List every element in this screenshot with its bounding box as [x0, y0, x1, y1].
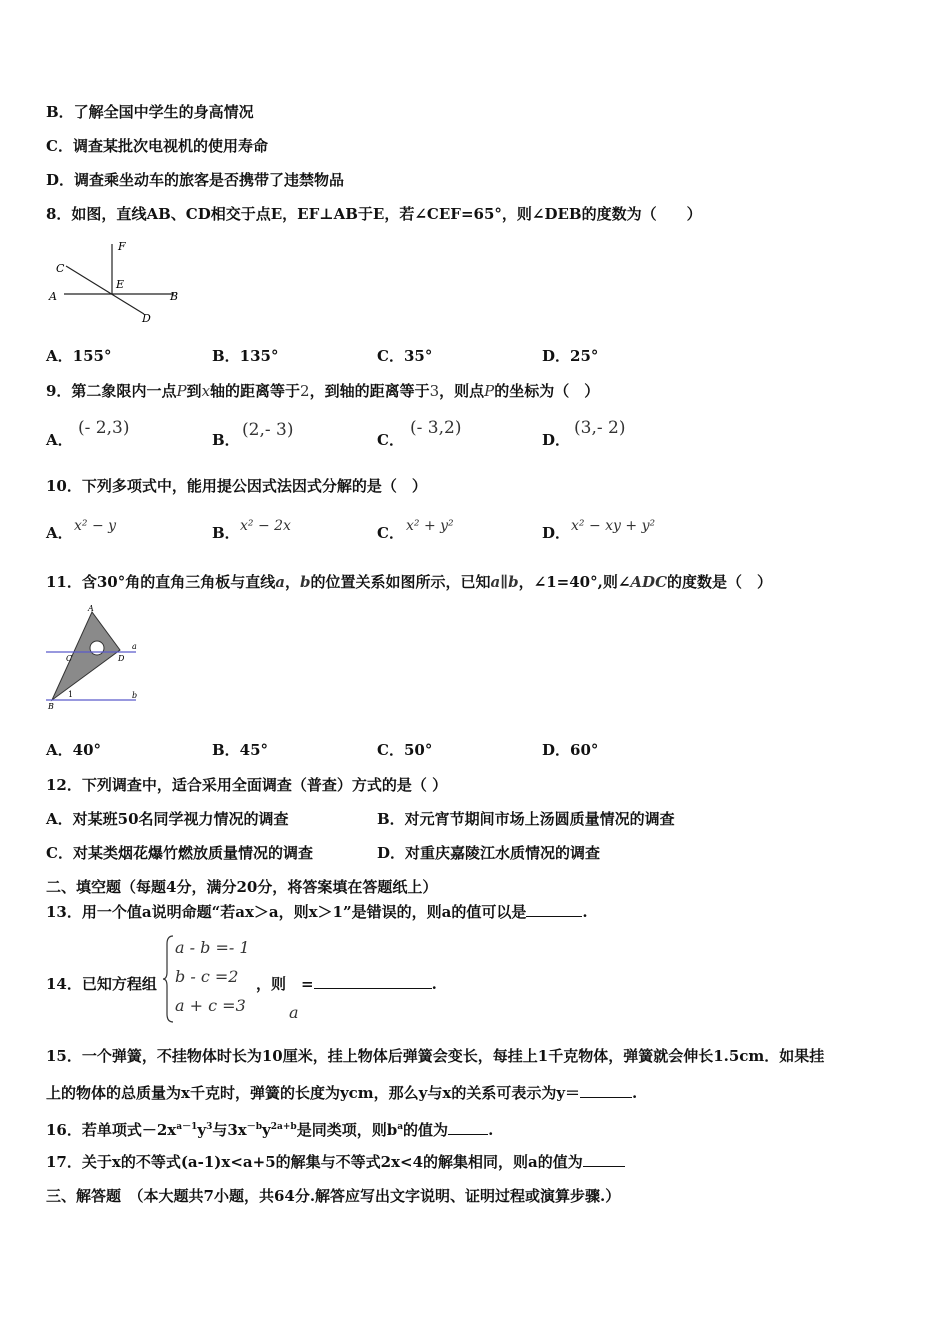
q10-option-a-letter: A． — [46, 524, 73, 542]
q17-stem: 17．关于x的不等式(a-1)x<a+5的解集与不等式2x<4的解集相同，则a的值为 — [46, 1152, 625, 1172]
label-line-a: a — [132, 642, 137, 651]
q8-option-a: A．155° — [46, 347, 112, 365]
q7-option-d: D．调查乘坐动车的旅客是否携带了违禁物品 — [46, 171, 345, 189]
q10-option-b-letter: B． — [212, 524, 240, 542]
q15-line-2: 上的物体的总质量为x千克时，弹簧的长度为ycm，那么y与x的关系可表示为y＝ . — [46, 1084, 638, 1102]
q14-eq-1: a - b =- 1 — [175, 938, 250, 957]
q14-answer-blank — [314, 974, 432, 989]
q13-stem: 13．用一个值a说明命题“若ax＞a，则x＞1”是错误的，则a的值可以是 . — [46, 903, 588, 921]
q10-option-d-letter: D． — [542, 524, 571, 542]
section-2-heading: 二、填空题（每题4分，满分20分，将答案填在答题纸上） — [46, 878, 438, 896]
label-b-vertex: B — [48, 702, 54, 711]
q10-stem: 10．下列多项式中，能用提公因式法因式分解的是（ ） — [46, 477, 427, 495]
section-3-heading: 三、解答题 （本大题共7小题，共64分.解答应写出文字说明、证明过程或演算步骤.） — [46, 1187, 621, 1205]
label-e: E — [116, 278, 125, 291]
label-c-point: C — [66, 654, 73, 663]
q15-line-1: 15．一个弹簧，不挂物体时长为10厘米，挂上物体后弹簧会变长，每挂上1千克物体，弹簧就会伸长1.5cm．如果挂 — [46, 1047, 825, 1065]
q12-stem: 12．下列调查中，适合采用全面调查（普查）方式的是（ ） — [46, 776, 448, 794]
line-cd — [66, 266, 144, 314]
q14-then: ，则 = . — [256, 975, 437, 993]
q7-option-c: C．调查某批次电视机的使用寿命 — [46, 137, 268, 155]
label-f: F — [118, 240, 126, 253]
q9-option-a-letter: A． — [46, 431, 73, 449]
q11-option-a: A．40° — [46, 741, 102, 759]
q8-option-d: D．25° — [542, 347, 599, 365]
q15-answer-blank — [580, 1083, 632, 1098]
q14-eq-3: a + c =3 — [175, 996, 246, 1015]
q16-stem: 16．若单项式$-2x^{a-1}y^3$与$3x^{-b}y^{2a+b}$是同类项，则$b^a$的值为 . — [46, 1121, 494, 1139]
q8-figure — [44, 236, 189, 326]
q11-option-c: C．50° — [377, 741, 433, 759]
q13-answer-blank — [526, 902, 582, 917]
ruler-hole — [90, 641, 104, 655]
q10-option-a-value: x² − y — [74, 518, 117, 534]
q12-option-a: A．对某班50名同学视力情况的调查 — [46, 810, 289, 828]
q9-option-a-value: (- 2,3) — [78, 418, 130, 438]
q10-option-c-letter: C． — [377, 524, 404, 542]
label-line-b: b — [132, 691, 138, 700]
q11-option-d: D．60° — [542, 741, 599, 759]
q9-option-c-letter: C． — [377, 431, 404, 449]
q14-eq-2: b - c =2 — [175, 967, 239, 986]
label-angle-1: 1 — [68, 690, 74, 699]
q9-option-b-letter: B． — [212, 431, 240, 449]
q8-option-c: C．35° — [377, 347, 433, 365]
q9-stem: 9．第二象限内一点P到x轴的距离等于2，到轴的距离等于3，则点P的坐标为（ ） — [46, 382, 600, 400]
label-a: A — [49, 290, 57, 303]
q10-option-d-value: x² − xy + y² — [571, 518, 656, 534]
q16-answer-blank — [448, 1120, 488, 1135]
q12-option-d: D．对重庆嘉陵江水质情况的调查 — [377, 844, 601, 862]
q7-option-b: B．了解全国中学生的身高情况 — [46, 103, 254, 121]
q17-answer-blank — [583, 1152, 625, 1167]
q14-under-a: a — [289, 1003, 299, 1022]
q14-brace — [163, 934, 175, 1024]
q14-label: 14．已知方程组 — [46, 975, 157, 993]
q11-figure — [44, 603, 144, 713]
q9-option-d-value: (3,- 2) — [574, 418, 626, 438]
q8-option-b: B．135° — [212, 347, 279, 365]
q12-option-b: B．对元宵节期间市场上汤圆质量情况的调查 — [377, 810, 675, 828]
label-d-point: D — [118, 654, 125, 663]
q9-option-d-letter: D． — [542, 431, 571, 449]
q10-option-c-value: x² + y² — [406, 518, 454, 534]
triangle-ruler — [52, 612, 120, 700]
q11-stem: 11．含30°角的直角三角板与直线a，b的位置关系如图所示，已知a∥b，∠1=40°,则∠ADC的度数是（ ） — [46, 573, 773, 591]
q9-option-c-value: (- 3,2) — [410, 418, 462, 438]
q12-option-c: C．对某类烟花爆竹燃放质量情况的调查 — [46, 844, 313, 862]
q9-option-b-value: (2,- 3) — [242, 420, 294, 440]
q10-option-b-value: x² − 2x — [240, 518, 291, 534]
q11-option-b: B．45° — [212, 741, 269, 759]
q8-stem: 8．如图，直线AB、CD相交于点E，EF⊥AB于E，若∠CEF=65°，则∠DEB的度数为（ ） — [46, 205, 702, 223]
label-d: D — [142, 312, 151, 325]
label-c: C — [56, 262, 65, 275]
label-a-vertex: A — [88, 604, 94, 613]
label-b: B — [170, 290, 179, 303]
